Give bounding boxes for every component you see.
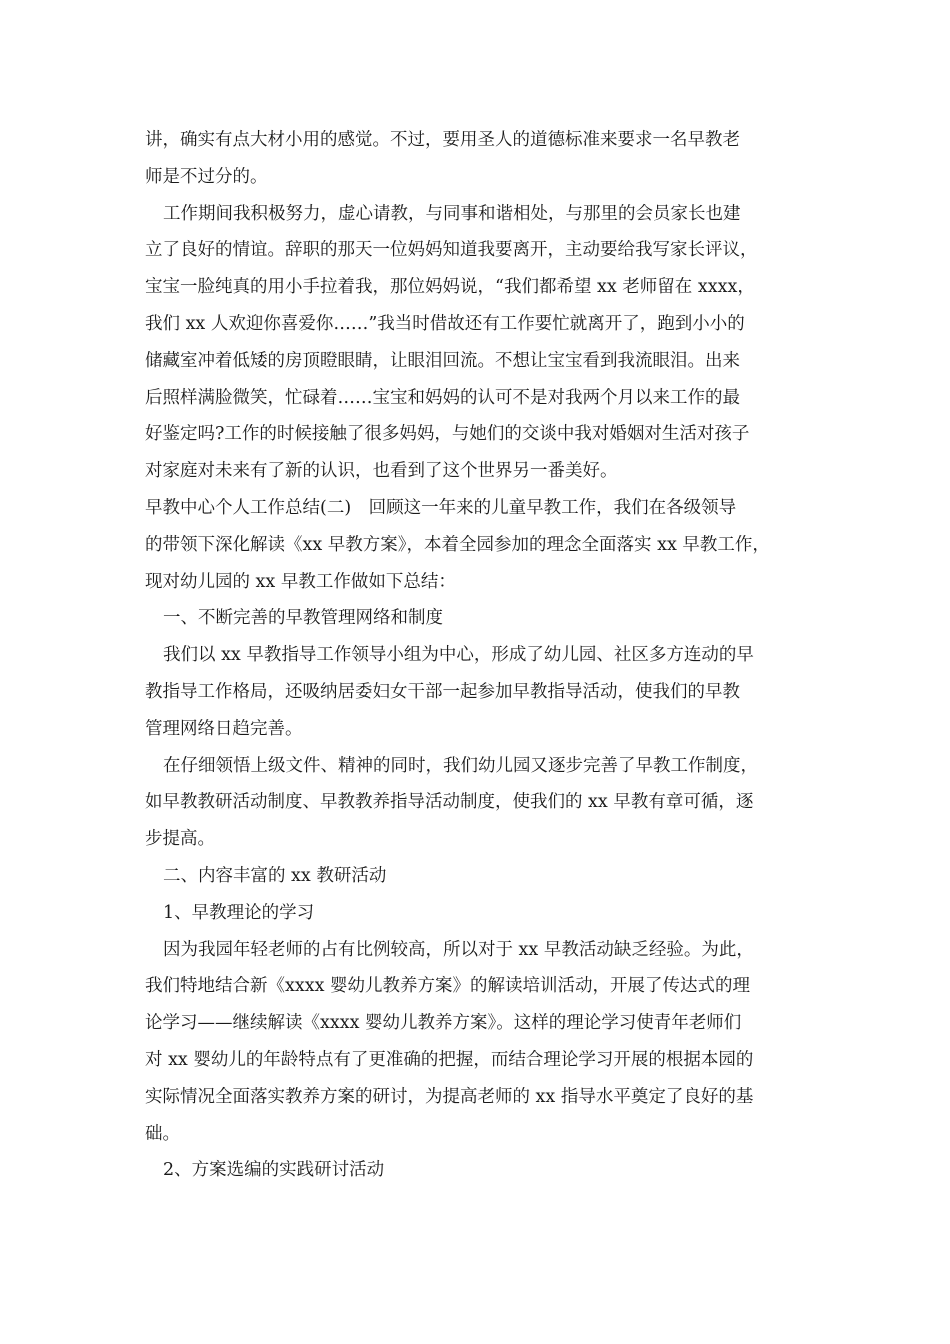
text-line: 讲，确实有点大材小用的感觉。不过，要用圣人的道德标准来要求一名早教老: [145, 130, 740, 150]
text-line: 早教中心个人工作总结(二) 回顾这一年来的儿童早教工作，我们在各级领导: [145, 497, 737, 518]
text-line: 步提高。: [145, 829, 215, 850]
text-line: 好鉴定吗?工作的时候接触了很多妈妈，与她们的交谈中我对婚姻对生活对孩子: [145, 424, 750, 445]
text-line: 我们以 xx 早教指导工作领导小组为中心，形成了幼儿园、社区多方连动的早: [163, 645, 754, 666]
text-line: 对 xx 婴幼儿的年龄特点有了更准确的把握，而结合理论学习开展的根据本园的: [145, 1049, 754, 1070]
text-line: 教指导工作格局，还吸纳居委妇女干部一起参加早教指导活动，使我们的早教: [145, 681, 740, 702]
text-line: 工作期间我积极努力，虚心请教，与同事和谐相处，与那里的会员家长也建: [163, 203, 741, 224]
text-line: 实际情况全面落实教养方案的研讨，为提高老师的 xx 指导水平奠定了良好的基: [145, 1086, 754, 1107]
text-line: 后照样满脸微笑，忙碌着……宝宝和妈妈的认可不是对我两个月以来工作的最: [145, 387, 740, 408]
text-line: 我们 xx 人欢迎你喜爱你……”我当时借故还有工作要忙就离开了，跑到小小的: [145, 313, 745, 334]
text-line: 如早教教研活动制度、早教教养指导活动制度，使我们的 xx 早教有章可循，逐: [145, 792, 754, 813]
text-line: 储藏室冲着低矮的房顶瞪眼睛，让眼泪回流。不想让宝宝看到我流眼泪。出来: [145, 350, 740, 371]
text-line: 宝宝一脸纯真的用小手拉着我，那位妈妈说，“我们都希望 xx 老师留在 xxxx，: [145, 277, 755, 298]
text-line: 的带领下深化解读《xx 早教方案》，本着全园参加的理念全面落实 xx 早教工作，: [145, 534, 770, 555]
text-line: 师是不过分的。: [145, 166, 268, 187]
text-line: 础。: [145, 1123, 180, 1144]
text-line: 一、不断完善的早教管理网络和制度: [163, 608, 443, 629]
document-body: [145, 122, 817, 1189]
text-line: 论学习——继续解读《xxxx 婴幼儿教养方案》。这样的理论学习使青年老师们: [145, 1013, 742, 1034]
text-line: 管理网络日趋完善。: [145, 718, 303, 739]
text-line: 我们特地结合新《xxxx 婴幼儿教养方案》的解读培训活动，开展了传达式的理: [145, 976, 751, 997]
text-line: 因为我园年轻老师的占有比例较高，所以对于 xx 早教活动缺乏经验。为此，: [163, 939, 754, 960]
text-line: 立了良好的情谊。辞职的那天一位妈妈知道我要离开，主动要给我写家长评议，: [145, 240, 758, 261]
text-line: 现对幼儿园的 xx 早教工作做如下总结：: [145, 571, 456, 592]
text-line: 对家庭对未来有了新的认识，也看到了这个世界另一番美好。: [145, 461, 618, 482]
text-line: 1、早教理论的学习: [163, 902, 315, 923]
text-line: 二、内容丰富的 xx 教研活动: [163, 865, 387, 886]
text-line: 2、方案选编的实践研讨活动: [163, 1160, 385, 1181]
text-line: 在仔细领悟上级文件、精神的同时，我们幼儿园又逐步完善了早教工作制度，: [163, 755, 758, 776]
